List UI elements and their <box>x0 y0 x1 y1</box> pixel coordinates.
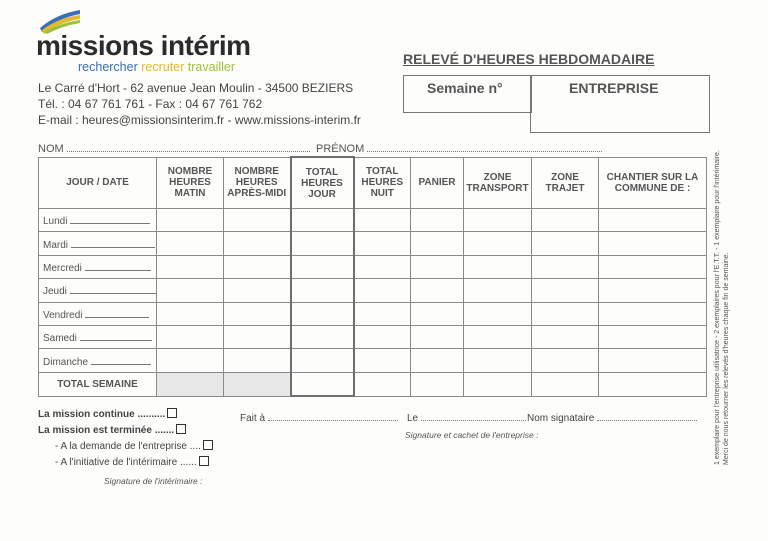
matin-cell[interactable] <box>157 302 224 325</box>
total-row <box>39 372 707 396</box>
total-semaine-jour-cell[interactable] <box>291 372 354 396</box>
zone-trajet-cell[interactable] <box>532 209 599 232</box>
total-nuit-cell[interactable] <box>354 209 411 232</box>
table-row <box>39 255 707 278</box>
demande-entreprise-option[interactable]: - A la demande de l'entreprise .... <box>55 440 213 453</box>
zone-transport-cell[interactable] <box>464 349 532 372</box>
tagline-travailler: travailler <box>187 60 236 74</box>
fait-a-label: Fait à <box>240 413 266 424</box>
date-line <box>85 307 149 318</box>
logo-wordmark: missions intérim <box>36 30 251 61</box>
total-jour-cell[interactable] <box>291 232 354 255</box>
zone-transport-cell[interactable] <box>464 209 532 232</box>
total-matin-cell <box>157 372 224 396</box>
table-row <box>39 209 707 232</box>
initiative-interimaire-checkbox[interactable] <box>199 456 209 466</box>
zone-transport-cell[interactable] <box>464 325 532 348</box>
date-line <box>85 260 151 271</box>
fait-a-dotted-line <box>268 410 398 421</box>
chantier-cell[interactable] <box>599 349 707 372</box>
panier-cell[interactable] <box>411 209 464 232</box>
signature-entreprise-label: Signature et cachet de l'entreprise : <box>405 430 539 440</box>
prenom-label: PRÉNOM <box>316 143 365 155</box>
col-header-panier: PANIER <box>411 157 464 209</box>
day-cell[interactable] <box>39 349 157 372</box>
chantier-cell[interactable] <box>599 209 707 232</box>
form-title: RELEVÉ D'HEURES HEBDOMADAIRE <box>403 51 655 67</box>
entreprise-box[interactable] <box>530 75 710 133</box>
mission-continue-label: La mission continue <box>38 409 135 420</box>
tagline-rechercher: rechercher <box>78 60 138 74</box>
chantier-cell[interactable] <box>599 325 707 348</box>
zone-transport-cell[interactable] <box>464 302 532 325</box>
nom-signataire-label: Nom signataire <box>527 413 595 424</box>
zone-trajet-cell[interactable] <box>532 325 599 348</box>
matin-cell[interactable] <box>157 349 224 372</box>
table-row <box>39 232 707 255</box>
panier-cell[interactable] <box>411 325 464 348</box>
nom-dotted-line <box>67 141 310 152</box>
date-line <box>70 213 150 224</box>
nom-field[interactable] <box>38 141 310 155</box>
zone-trajet-cell[interactable] <box>532 302 599 325</box>
table-row <box>39 302 707 325</box>
chantier-cell[interactable] <box>599 232 707 255</box>
date-line <box>91 354 151 365</box>
panier-cell[interactable] <box>411 232 464 255</box>
company-address: Le Carré d'Hort - 62 avenue Jean Moulin - 34500 BEZIERS <box>38 81 354 95</box>
logo-tagline <box>78 60 235 74</box>
matin-cell[interactable] <box>157 325 224 348</box>
semaine-label: Semaine n° <box>427 80 503 96</box>
col-header-zone-trajet: ZONE TRAJET <box>532 157 599 209</box>
le-label: Le <box>407 413 419 424</box>
date-line <box>71 237 155 248</box>
panier-cell[interactable] <box>411 255 464 278</box>
table-row <box>39 325 707 348</box>
initiative-interimaire-option[interactable]: - A l'initiative de l'intérimaire ...... <box>55 456 209 469</box>
day-label: Mercredi <box>43 262 82 274</box>
col-header-jour: JOUR / DATE <box>39 157 157 209</box>
chantier-cell[interactable] <box>599 255 707 278</box>
date-line <box>70 283 156 294</box>
total-zone-trajet-cell[interactable] <box>532 372 599 396</box>
panier-cell[interactable] <box>411 349 464 372</box>
hours-table <box>38 156 707 397</box>
total-semaine-nuit-cell[interactable] <box>354 372 411 396</box>
signature-interimaire-label: Signature de l'intérimaire : <box>104 476 203 486</box>
col-header-zone-transport: ZONE TRANSPORT <box>464 157 532 209</box>
total-nuit-cell[interactable] <box>354 325 411 348</box>
apres-midi-cell[interactable] <box>224 302 291 325</box>
day-cell[interactable] <box>39 325 157 348</box>
chantier-cell[interactable] <box>599 279 707 302</box>
apres-midi-cell[interactable] <box>224 279 291 302</box>
total-zone-transport-cell[interactable] <box>464 372 532 396</box>
initiative-interimaire-label: - A l'initiative de l'intérimaire <box>55 457 178 468</box>
day-label: Samedi <box>43 333 77 345</box>
date-line <box>80 330 152 341</box>
panier-cell[interactable] <box>411 279 464 302</box>
demande-entreprise-checkbox[interactable] <box>203 440 213 450</box>
demande-entreprise-label: - A la demande de l'entreprise <box>55 441 187 452</box>
apres-midi-cell[interactable] <box>224 255 291 278</box>
total-panier-cell[interactable] <box>411 372 464 396</box>
total-nuit-cell[interactable] <box>354 255 411 278</box>
zone-trajet-cell[interactable] <box>532 232 599 255</box>
mission-terminee-checkbox[interactable] <box>176 424 186 434</box>
le-dotted-line <box>421 410 526 421</box>
total-semaine-label: TOTAL SEMAINE <box>39 372 157 396</box>
le-field[interactable] <box>407 410 526 425</box>
prenom-dotted-line <box>367 141 602 152</box>
matin-cell[interactable] <box>157 209 224 232</box>
nom-signataire-dotted-line <box>597 410 697 421</box>
day-cell[interactable] <box>39 279 157 302</box>
col-header-matin: NOMBRE HEURES MATIN <box>157 157 224 209</box>
chantier-cell[interactable] <box>599 302 707 325</box>
total-jour-cell[interactable] <box>291 325 354 348</box>
mission-continue-checkbox[interactable] <box>167 408 177 418</box>
matin-cell[interactable] <box>157 279 224 302</box>
day-label: Vendredi <box>43 309 83 321</box>
fait-a-field[interactable] <box>240 410 398 425</box>
total-jour-cell[interactable] <box>291 255 354 278</box>
matin-cell[interactable] <box>157 232 224 255</box>
zone-transport-cell[interactable] <box>464 232 532 255</box>
col-header-chantier: CHANTIER SUR LA COMMUNE DE : <box>599 157 707 209</box>
side-note-line-2: Merci de nous retourner les relevés d'heures chaque fin de semaine. <box>723 252 730 465</box>
zone-transport-cell[interactable] <box>464 255 532 278</box>
day-label: Dimanche <box>43 356 89 368</box>
col-header-apres-midi: NOMBRE HEURES APRÈS-MIDI <box>224 157 291 209</box>
total-nuit-cell[interactable] <box>354 279 411 302</box>
entreprise-label: ENTREPRISE <box>569 80 659 96</box>
total-jour-cell[interactable] <box>291 279 354 302</box>
apres-midi-cell[interactable] <box>224 349 291 372</box>
col-header-total-jour: TOTAL HEURES JOUR <box>291 157 354 209</box>
semaine-box[interactable] <box>403 75 532 113</box>
zone-trajet-cell[interactable] <box>532 279 599 302</box>
zone-trajet-cell[interactable] <box>532 349 599 372</box>
day-cell[interactable] <box>39 302 157 325</box>
company-contact: E-mail : heures@missionsinterim.fr - www.missions-interim.fr <box>38 113 361 127</box>
total-nuit-cell[interactable] <box>354 302 411 325</box>
apres-midi-cell[interactable] <box>224 325 291 348</box>
zone-trajet-cell[interactable] <box>532 255 599 278</box>
day-label: Mardi <box>43 239 69 251</box>
total-apres-midi-cell <box>224 372 291 396</box>
total-chantier-cell[interactable] <box>599 372 707 396</box>
table-row <box>39 279 707 302</box>
nom-label: NOM <box>38 143 64 155</box>
nom-signataire-field[interactable] <box>527 410 697 425</box>
day-cell[interactable] <box>39 232 157 255</box>
mission-continue-option[interactable]: La mission continue .......... <box>38 408 177 421</box>
day-cell[interactable] <box>39 209 157 232</box>
day-cell[interactable] <box>39 255 157 278</box>
matin-cell[interactable] <box>157 255 224 278</box>
side-note <box>713 125 731 465</box>
side-note-line-1: 1 exemplaire pour l'entreprise utilisatrice - 2 exemplaires pour l'E.T.T. - 1 exemplaire pour l'intérimaire. <box>714 150 721 465</box>
day-label: Lundi <box>43 216 68 228</box>
tagline-recruter: recruter <box>141 60 185 74</box>
zone-transport-cell[interactable] <box>464 279 532 302</box>
total-nuit-cell[interactable] <box>354 232 411 255</box>
total-jour-cell[interactable] <box>291 209 354 232</box>
mission-terminee-label: La mission est terminée <box>38 425 152 436</box>
col-header-total-nuit: TOTAL HEURES NUIT <box>354 157 411 209</box>
prenom-field[interactable] <box>316 141 602 155</box>
total-jour-cell[interactable] <box>291 349 354 372</box>
total-nuit-cell[interactable] <box>354 349 411 372</box>
apres-midi-cell[interactable] <box>224 232 291 255</box>
panier-cell[interactable] <box>411 302 464 325</box>
total-jour-cell[interactable] <box>291 302 354 325</box>
company-phone: Tél. : 04 67 761 761 - Fax : 04 67 761 762 <box>38 97 263 111</box>
table-header-row <box>39 157 707 209</box>
mission-terminee-option[interactable]: La mission est terminée ....... <box>38 424 186 437</box>
apres-midi-cell[interactable] <box>224 209 291 232</box>
table-row <box>39 349 707 372</box>
day-label: Jeudi <box>43 286 67 298</box>
